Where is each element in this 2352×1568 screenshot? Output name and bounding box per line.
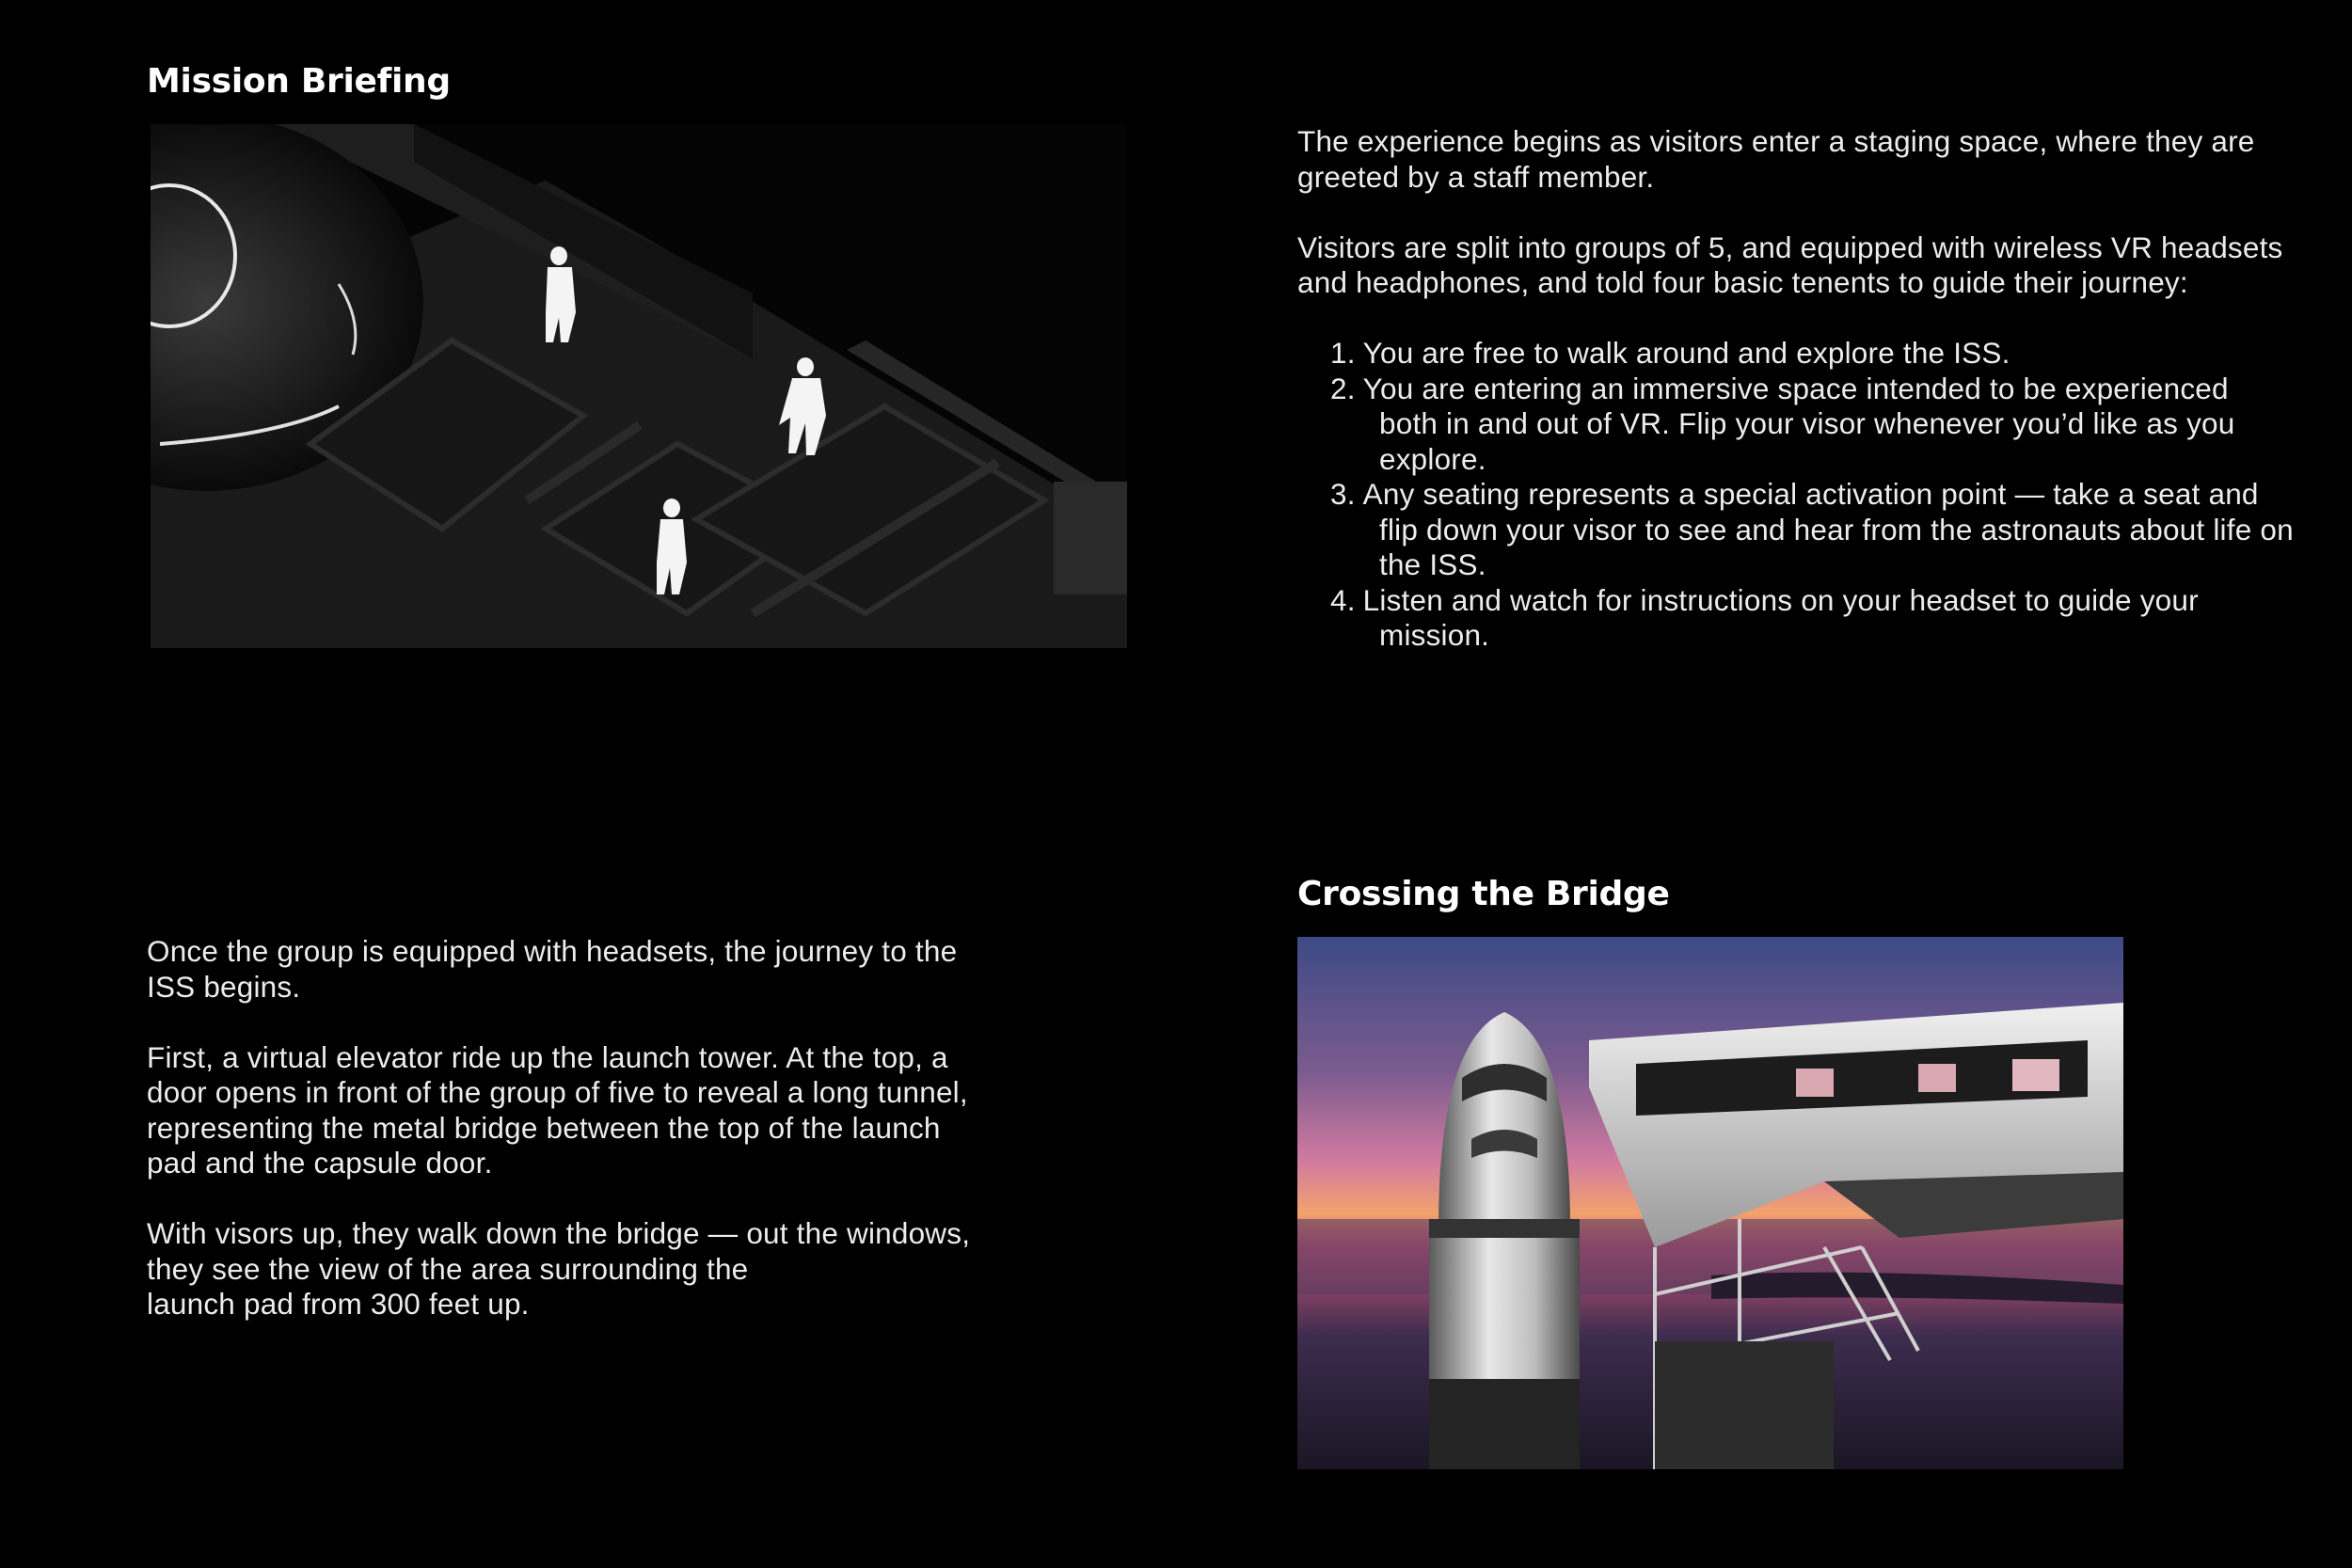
tenets-list [1297, 336, 2295, 654]
briefing-paragraph: Visitors are split into groups of 5, and equipped with wireless VR headsets and headphones, and told four basic tenents to guide their journey: [1297, 230, 2283, 299]
capsule-launch-tower-photo [1297, 937, 2123, 1469]
briefing-paragraph: The experience begins as visitors enter a staging space, where they are greeted by a staff member. [1297, 124, 2255, 194]
bridge-paragraph: With visors up, they walk down the bridge — out the windows, they see the view of the area surrounding the launch pad from 300 feet up. [147, 1216, 971, 1321]
crossing-bridge-text [147, 934, 1097, 1323]
bridge-paragraph: First, a virtual elevator ride up the launch tower. At the top, a door opens in front of the group of five to reveal a long tunnel, representing the metal bridge between the top of the launch pad and the capsule door. [147, 1039, 968, 1180]
bridge-paragraph: Once the group is equipped with headsets, the journey to the ISS begins. [147, 934, 958, 1004]
tenet-item: 3. Any seating represents a special activation point — take a seat and flip down your visor to see and hear from the astronauts about life on the ISS. [1330, 477, 2294, 581]
crossing-bridge-title: Crossing the Bridge [1297, 875, 1670, 913]
tenet-item: 4. Listen and watch for instructions on your headset to guide your mission. [1330, 582, 2199, 652]
tenet-item: 2. You are entering an immersive space intended to be experienced both in and out of VR. Flip your visor whenever you’d like as you explore. [1330, 371, 2235, 476]
mission-briefing-text [1297, 124, 2295, 654]
mission-briefing-title: Mission Briefing [147, 62, 451, 101]
tenet-item: 1. You are free to walk around and explore the ISS. [1330, 336, 2010, 370]
maze-render-image [151, 124, 1127, 648]
